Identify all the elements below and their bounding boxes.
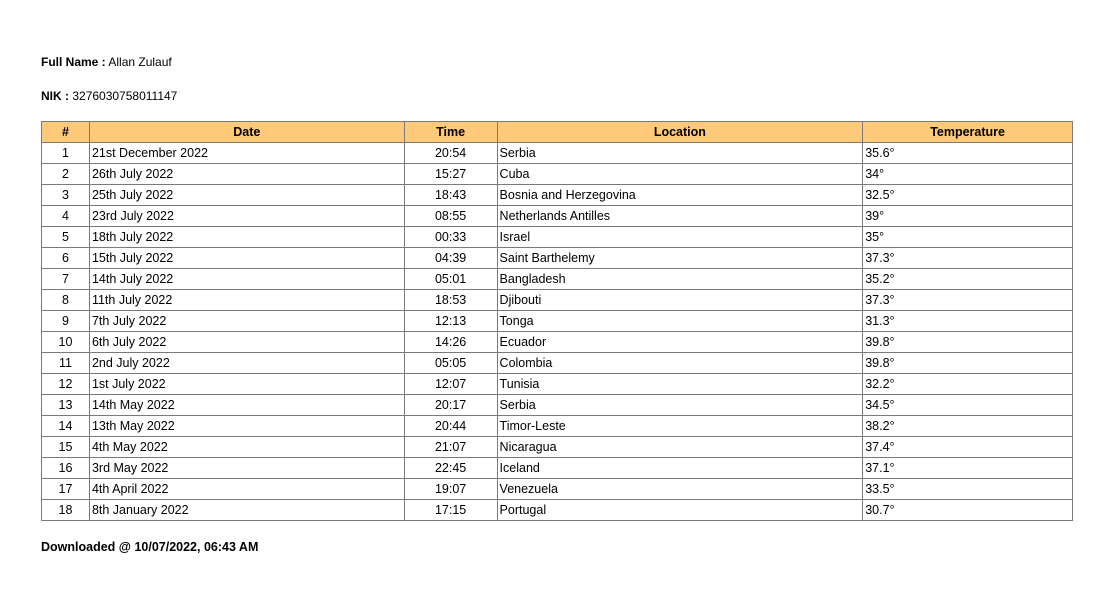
cell-temperature: 30.7°	[863, 500, 1073, 521]
cell-number: 1	[42, 143, 90, 164]
cell-temperature: 32.2°	[863, 374, 1073, 395]
cell-location: Portugal	[497, 500, 863, 521]
cell-number: 11	[42, 353, 90, 374]
table-row	[42, 206, 1073, 227]
cell-temperature: 39.8°	[863, 353, 1073, 374]
cell-date: 21st December 2022	[89, 143, 404, 164]
nik-value: 3276030758011147	[72, 89, 178, 103]
table-row	[42, 374, 1073, 395]
cell-time: 18:43	[404, 185, 497, 206]
header-temperature: Temperature	[863, 122, 1073, 143]
cell-location: Serbia	[497, 395, 863, 416]
cell-location: Netherlands Antilles	[497, 206, 863, 227]
cell-time: 19:07	[404, 479, 497, 500]
cell-date: 1st July 2022	[89, 374, 404, 395]
cell-temperature: 38.2°	[863, 416, 1073, 437]
cell-temperature: 31.3°	[863, 311, 1073, 332]
cell-number: 17	[42, 479, 90, 500]
cell-temperature: 32.5°	[863, 185, 1073, 206]
temperature-table	[41, 121, 1073, 521]
cell-temperature: 35.2°	[863, 269, 1073, 290]
cell-temperature: 33.5°	[863, 479, 1073, 500]
cell-time: 18:53	[404, 290, 497, 311]
cell-time: 21:07	[404, 437, 497, 458]
cell-number: 5	[42, 227, 90, 248]
table-row	[42, 185, 1073, 206]
cell-temperature: 37.3°	[863, 248, 1073, 269]
cell-number: 18	[42, 500, 90, 521]
cell-location: Ecuador	[497, 332, 863, 353]
cell-time: 04:39	[404, 248, 497, 269]
cell-date: 7th July 2022	[89, 311, 404, 332]
cell-temperature: 37.1°	[863, 458, 1073, 479]
cell-time: 12:13	[404, 311, 497, 332]
cell-date: 8th January 2022	[89, 500, 404, 521]
cell-location: Tonga	[497, 311, 863, 332]
cell-date: 2nd July 2022	[89, 353, 404, 374]
header-number: #	[42, 122, 90, 143]
cell-time: 15:27	[404, 164, 497, 185]
cell-time: 05:01	[404, 269, 497, 290]
cell-number: 3	[42, 185, 90, 206]
cell-temperature: 39°	[863, 206, 1073, 227]
cell-date: 23rd July 2022	[89, 206, 404, 227]
cell-date: 25th July 2022	[89, 185, 404, 206]
table-row	[42, 248, 1073, 269]
cell-location: Iceland	[497, 458, 863, 479]
table-row	[42, 269, 1073, 290]
cell-date: 3rd May 2022	[89, 458, 404, 479]
cell-date: 4th May 2022	[89, 437, 404, 458]
table-row	[42, 458, 1073, 479]
cell-date: 15th July 2022	[89, 248, 404, 269]
cell-location: Venezuela	[497, 479, 863, 500]
cell-number: 10	[42, 332, 90, 353]
cell-temperature: 37.3°	[863, 290, 1073, 311]
cell-location: Nicaragua	[497, 437, 863, 458]
cell-date: 11th July 2022	[89, 290, 404, 311]
full-name-label: Full Name :	[41, 55, 106, 69]
cell-time: 14:26	[404, 332, 497, 353]
table-row	[42, 500, 1073, 521]
cell-time: 12:07	[404, 374, 497, 395]
cell-location: Cuba	[497, 164, 863, 185]
full-name-line	[41, 55, 172, 69]
table-row	[42, 395, 1073, 416]
table-body	[42, 143, 1073, 521]
cell-date: 18th July 2022	[89, 227, 404, 248]
cell-number: 12	[42, 374, 90, 395]
cell-temperature: 37.4°	[863, 437, 1073, 458]
cell-time: 22:45	[404, 458, 497, 479]
header-location: Location	[497, 122, 863, 143]
table-row	[42, 332, 1073, 353]
cell-number: 6	[42, 248, 90, 269]
cell-number: 9	[42, 311, 90, 332]
cell-time: 08:55	[404, 206, 497, 227]
cell-time: 00:33	[404, 227, 497, 248]
cell-temperature: 34.5°	[863, 395, 1073, 416]
cell-location: Djibouti	[497, 290, 863, 311]
cell-date: 14th July 2022	[89, 269, 404, 290]
cell-time: 20:44	[404, 416, 497, 437]
cell-date: 14th May 2022	[89, 395, 404, 416]
cell-number: 8	[42, 290, 90, 311]
cell-location: Timor-Leste	[497, 416, 863, 437]
cell-date: 4th April 2022	[89, 479, 404, 500]
table-row	[42, 143, 1073, 164]
cell-number: 7	[42, 269, 90, 290]
cell-temperature: 35°	[863, 227, 1073, 248]
cell-time: 20:17	[404, 395, 497, 416]
cell-number: 4	[42, 206, 90, 227]
table-row	[42, 164, 1073, 185]
cell-location: Serbia	[497, 143, 863, 164]
header-time: Time	[404, 122, 497, 143]
table-row	[42, 437, 1073, 458]
cell-location: Colombia	[497, 353, 863, 374]
table-row	[42, 290, 1073, 311]
header-date: Date	[89, 122, 404, 143]
cell-temperature: 39.8°	[863, 332, 1073, 353]
cell-date: 13th May 2022	[89, 416, 404, 437]
cell-temperature: 34°	[863, 164, 1073, 185]
table-row	[42, 311, 1073, 332]
table-row	[42, 227, 1073, 248]
table-row	[42, 479, 1073, 500]
cell-location: Israel	[497, 227, 863, 248]
cell-location: Saint Barthelemy	[497, 248, 863, 269]
cell-number: 14	[42, 416, 90, 437]
cell-number: 15	[42, 437, 90, 458]
cell-number: 13	[42, 395, 90, 416]
full-name-value: Allan Zulauf	[108, 55, 172, 69]
cell-temperature: 35.6°	[863, 143, 1073, 164]
cell-number: 16	[42, 458, 90, 479]
table-row	[42, 416, 1073, 437]
nik-line	[41, 89, 177, 103]
cell-date: 26th July 2022	[89, 164, 404, 185]
nik-label: NIK :	[41, 89, 69, 103]
cell-location: Tunisia	[497, 374, 863, 395]
table-row	[42, 353, 1073, 374]
cell-time: 20:54	[404, 143, 497, 164]
cell-date: 6th July 2022	[89, 332, 404, 353]
cell-time: 17:15	[404, 500, 497, 521]
table-header-row	[42, 122, 1073, 143]
download-timestamp: Downloaded @ 10/07/2022, 06:43 AM	[41, 540, 259, 554]
cell-number: 2	[42, 164, 90, 185]
cell-time: 05:05	[404, 353, 497, 374]
cell-location: Bosnia and Herzegovina	[497, 185, 863, 206]
cell-location: Bangladesh	[497, 269, 863, 290]
